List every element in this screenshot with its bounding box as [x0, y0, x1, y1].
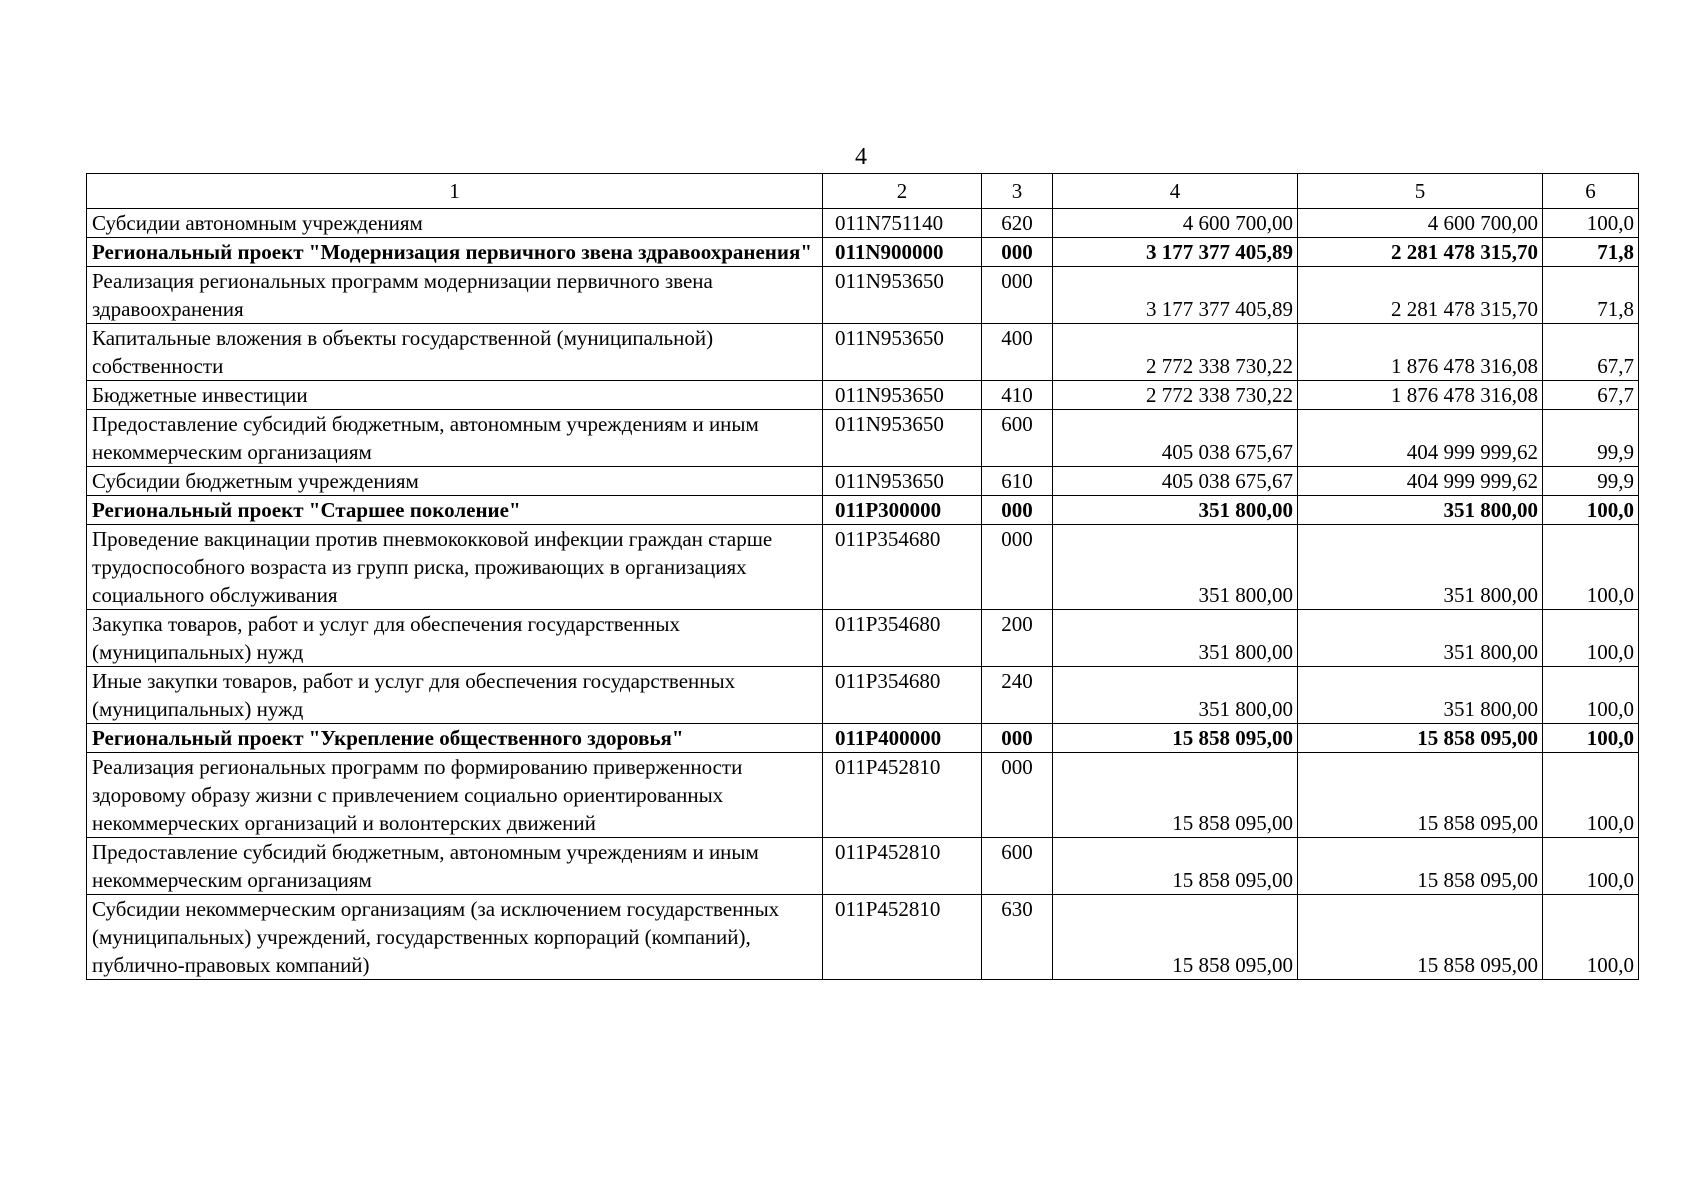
table-row: [87, 838, 1639, 895]
row-code: 011N953650: [823, 267, 982, 324]
row-code: 011P354680: [823, 610, 982, 667]
row-code: 011N751140: [823, 209, 982, 238]
row-percent: 100,0: [1543, 667, 1639, 724]
header-cell-4: 4: [1053, 174, 1298, 209]
row-percent: 100,0: [1543, 496, 1639, 525]
row-fact: 351 800,00: [1298, 525, 1543, 610]
row-fact: 15 858 095,00: [1298, 724, 1543, 753]
row-code: 011P452810: [823, 838, 982, 895]
row-name: Бюджетные инвестиции: [87, 381, 823, 410]
row-name: Региональный проект "Укрепление общественного здоровья": [87, 724, 823, 753]
row-plan: 15 858 095,00: [1053, 838, 1298, 895]
row-percent: 100,0: [1543, 724, 1639, 753]
row-percent: 71,8: [1543, 267, 1639, 324]
row-expense-type: 610: [982, 467, 1053, 496]
row-name: Закупка товаров, работ и услуг для обеспечения государственных (муниципальных) нужд: [87, 610, 823, 667]
row-percent: 100,0: [1543, 209, 1639, 238]
row-plan: 2 772 338 730,22: [1053, 324, 1298, 381]
header-cell-6: 6: [1543, 174, 1639, 209]
row-expense-type: 000: [982, 724, 1053, 753]
row-name: Реализация региональных программ модернизации первичного звена здравоохранения: [87, 267, 823, 324]
table-row: [87, 209, 1639, 238]
row-plan: 4 600 700,00: [1053, 209, 1298, 238]
row-fact: 1 876 478 316,08: [1298, 324, 1543, 381]
row-percent: 100,0: [1543, 895, 1639, 980]
row-code: 011P354680: [823, 667, 982, 724]
row-name: Региональный проект "Старшее поколение": [87, 496, 823, 525]
row-name: Капитальные вложения в объекты государственной (муниципальной) собственности: [87, 324, 823, 381]
row-plan: 405 038 675,67: [1053, 467, 1298, 496]
row-fact: 15 858 095,00: [1298, 753, 1543, 838]
table-row: [87, 267, 1639, 324]
row-code: 011P452810: [823, 895, 982, 980]
row-code: 011P452810: [823, 753, 982, 838]
row-expense-type: 000: [982, 496, 1053, 525]
row-plan: 351 800,00: [1053, 525, 1298, 610]
row-name: Реализация региональных программ по формированию приверженности здоровому образу жизни с привлечением социально ориентированных некоммерческих организаций и волонтерских движений: [87, 753, 823, 838]
row-expense-type: 200: [982, 610, 1053, 667]
table-row: [87, 238, 1639, 267]
row-percent: 71,8: [1543, 238, 1639, 267]
row-code: 011P354680: [823, 525, 982, 610]
row-percent: 100,0: [1543, 753, 1639, 838]
row-expense-type: 000: [982, 238, 1053, 267]
budget-table: [86, 173, 1639, 980]
table-row: [87, 496, 1639, 525]
row-code: 011N953650: [823, 467, 982, 496]
row-code: 011N900000: [823, 238, 982, 267]
header-cell-3: 3: [982, 174, 1053, 209]
row-code: 011P400000: [823, 724, 982, 753]
row-expense-type: 240: [982, 667, 1053, 724]
row-code: 011N953650: [823, 381, 982, 410]
row-percent: 99,9: [1543, 410, 1639, 467]
row-plan: 351 800,00: [1053, 667, 1298, 724]
row-fact: 4 600 700,00: [1298, 209, 1543, 238]
row-fact: 351 800,00: [1298, 610, 1543, 667]
row-plan: 351 800,00: [1053, 496, 1298, 525]
row-plan: 351 800,00: [1053, 610, 1298, 667]
row-code: 011P300000: [823, 496, 982, 525]
row-expense-type: 620: [982, 209, 1053, 238]
row-name: Субсидии некоммерческим организациям (за исключением государственных (муниципальных) учреждений, государственных корпораций (компаний), публично-правовых компаний): [87, 895, 823, 980]
row-expense-type: 410: [982, 381, 1053, 410]
row-fact: 2 281 478 315,70: [1298, 238, 1543, 267]
row-name: Предоставление субсидий бюджетным, автономным учреждениям и иным некоммерческим организациям: [87, 838, 823, 895]
header-row: [87, 174, 1639, 209]
table-row: [87, 753, 1639, 838]
table-row: [87, 381, 1639, 410]
row-fact: 404 999 999,62: [1298, 410, 1543, 467]
row-fact: 351 800,00: [1298, 667, 1543, 724]
row-name: Субсидии бюджетным учреждениям: [87, 467, 823, 496]
row-percent: 100,0: [1543, 525, 1639, 610]
row-code: 011N953650: [823, 410, 982, 467]
table-row: [87, 895, 1639, 980]
row-name: Предоставление субсидий бюджетным, автономным учреждениям и иным некоммерческим организациям: [87, 410, 823, 467]
row-name: Проведение вакцинации против пневмококковой инфекции граждан старше трудоспособного возраста из групп риска, проживающих в организациях социального обслуживания: [87, 525, 823, 610]
row-plan: 15 858 095,00: [1053, 895, 1298, 980]
row-plan: 405 038 675,67: [1053, 410, 1298, 467]
table-row: [87, 410, 1639, 467]
row-plan: 3 177 377 405,89: [1053, 267, 1298, 324]
row-percent: 67,7: [1543, 381, 1639, 410]
row-fact: 351 800,00: [1298, 496, 1543, 525]
row-percent: 100,0: [1543, 838, 1639, 895]
row-expense-type: 400: [982, 324, 1053, 381]
row-name: Региональный проект "Модернизация первичного звена здравоохранения": [87, 238, 823, 267]
row-plan: 15 858 095,00: [1053, 724, 1298, 753]
row-plan: 3 177 377 405,89: [1053, 238, 1298, 267]
header-cell-2: 2: [823, 174, 982, 209]
row-fact: 2 281 478 315,70: [1298, 267, 1543, 324]
page-number: 4: [855, 144, 867, 170]
table-row: [87, 667, 1639, 724]
table-row: [87, 724, 1639, 753]
table-row: [87, 610, 1639, 667]
table-body: [87, 174, 1639, 980]
row-expense-type: 630: [982, 895, 1053, 980]
row-percent: 67,7: [1543, 324, 1639, 381]
table-row: [87, 324, 1639, 381]
row-plan: 2 772 338 730,22: [1053, 381, 1298, 410]
table-row: [87, 467, 1639, 496]
row-percent: 99,9: [1543, 467, 1639, 496]
row-expense-type: 000: [982, 753, 1053, 838]
row-plan: 15 858 095,00: [1053, 753, 1298, 838]
row-fact: 404 999 999,62: [1298, 467, 1543, 496]
row-expense-type: 600: [982, 838, 1053, 895]
row-expense-type: 000: [982, 525, 1053, 610]
row-name: Иные закупки товаров, работ и услуг для обеспечения государственных (муниципальных) нужд: [87, 667, 823, 724]
row-percent: 100,0: [1543, 610, 1639, 667]
row-fact: 15 858 095,00: [1298, 895, 1543, 980]
header-cell-5: 5: [1298, 174, 1543, 209]
row-code: 011N953650: [823, 324, 982, 381]
row-fact: 15 858 095,00: [1298, 838, 1543, 895]
row-name: Субсидии автономным учреждениям: [87, 209, 823, 238]
header-cell-1: 1: [87, 174, 823, 209]
row-expense-type: 600: [982, 410, 1053, 467]
table-row: [87, 525, 1639, 610]
row-expense-type: 000: [982, 267, 1053, 324]
row-fact: 1 876 478 316,08: [1298, 381, 1543, 410]
